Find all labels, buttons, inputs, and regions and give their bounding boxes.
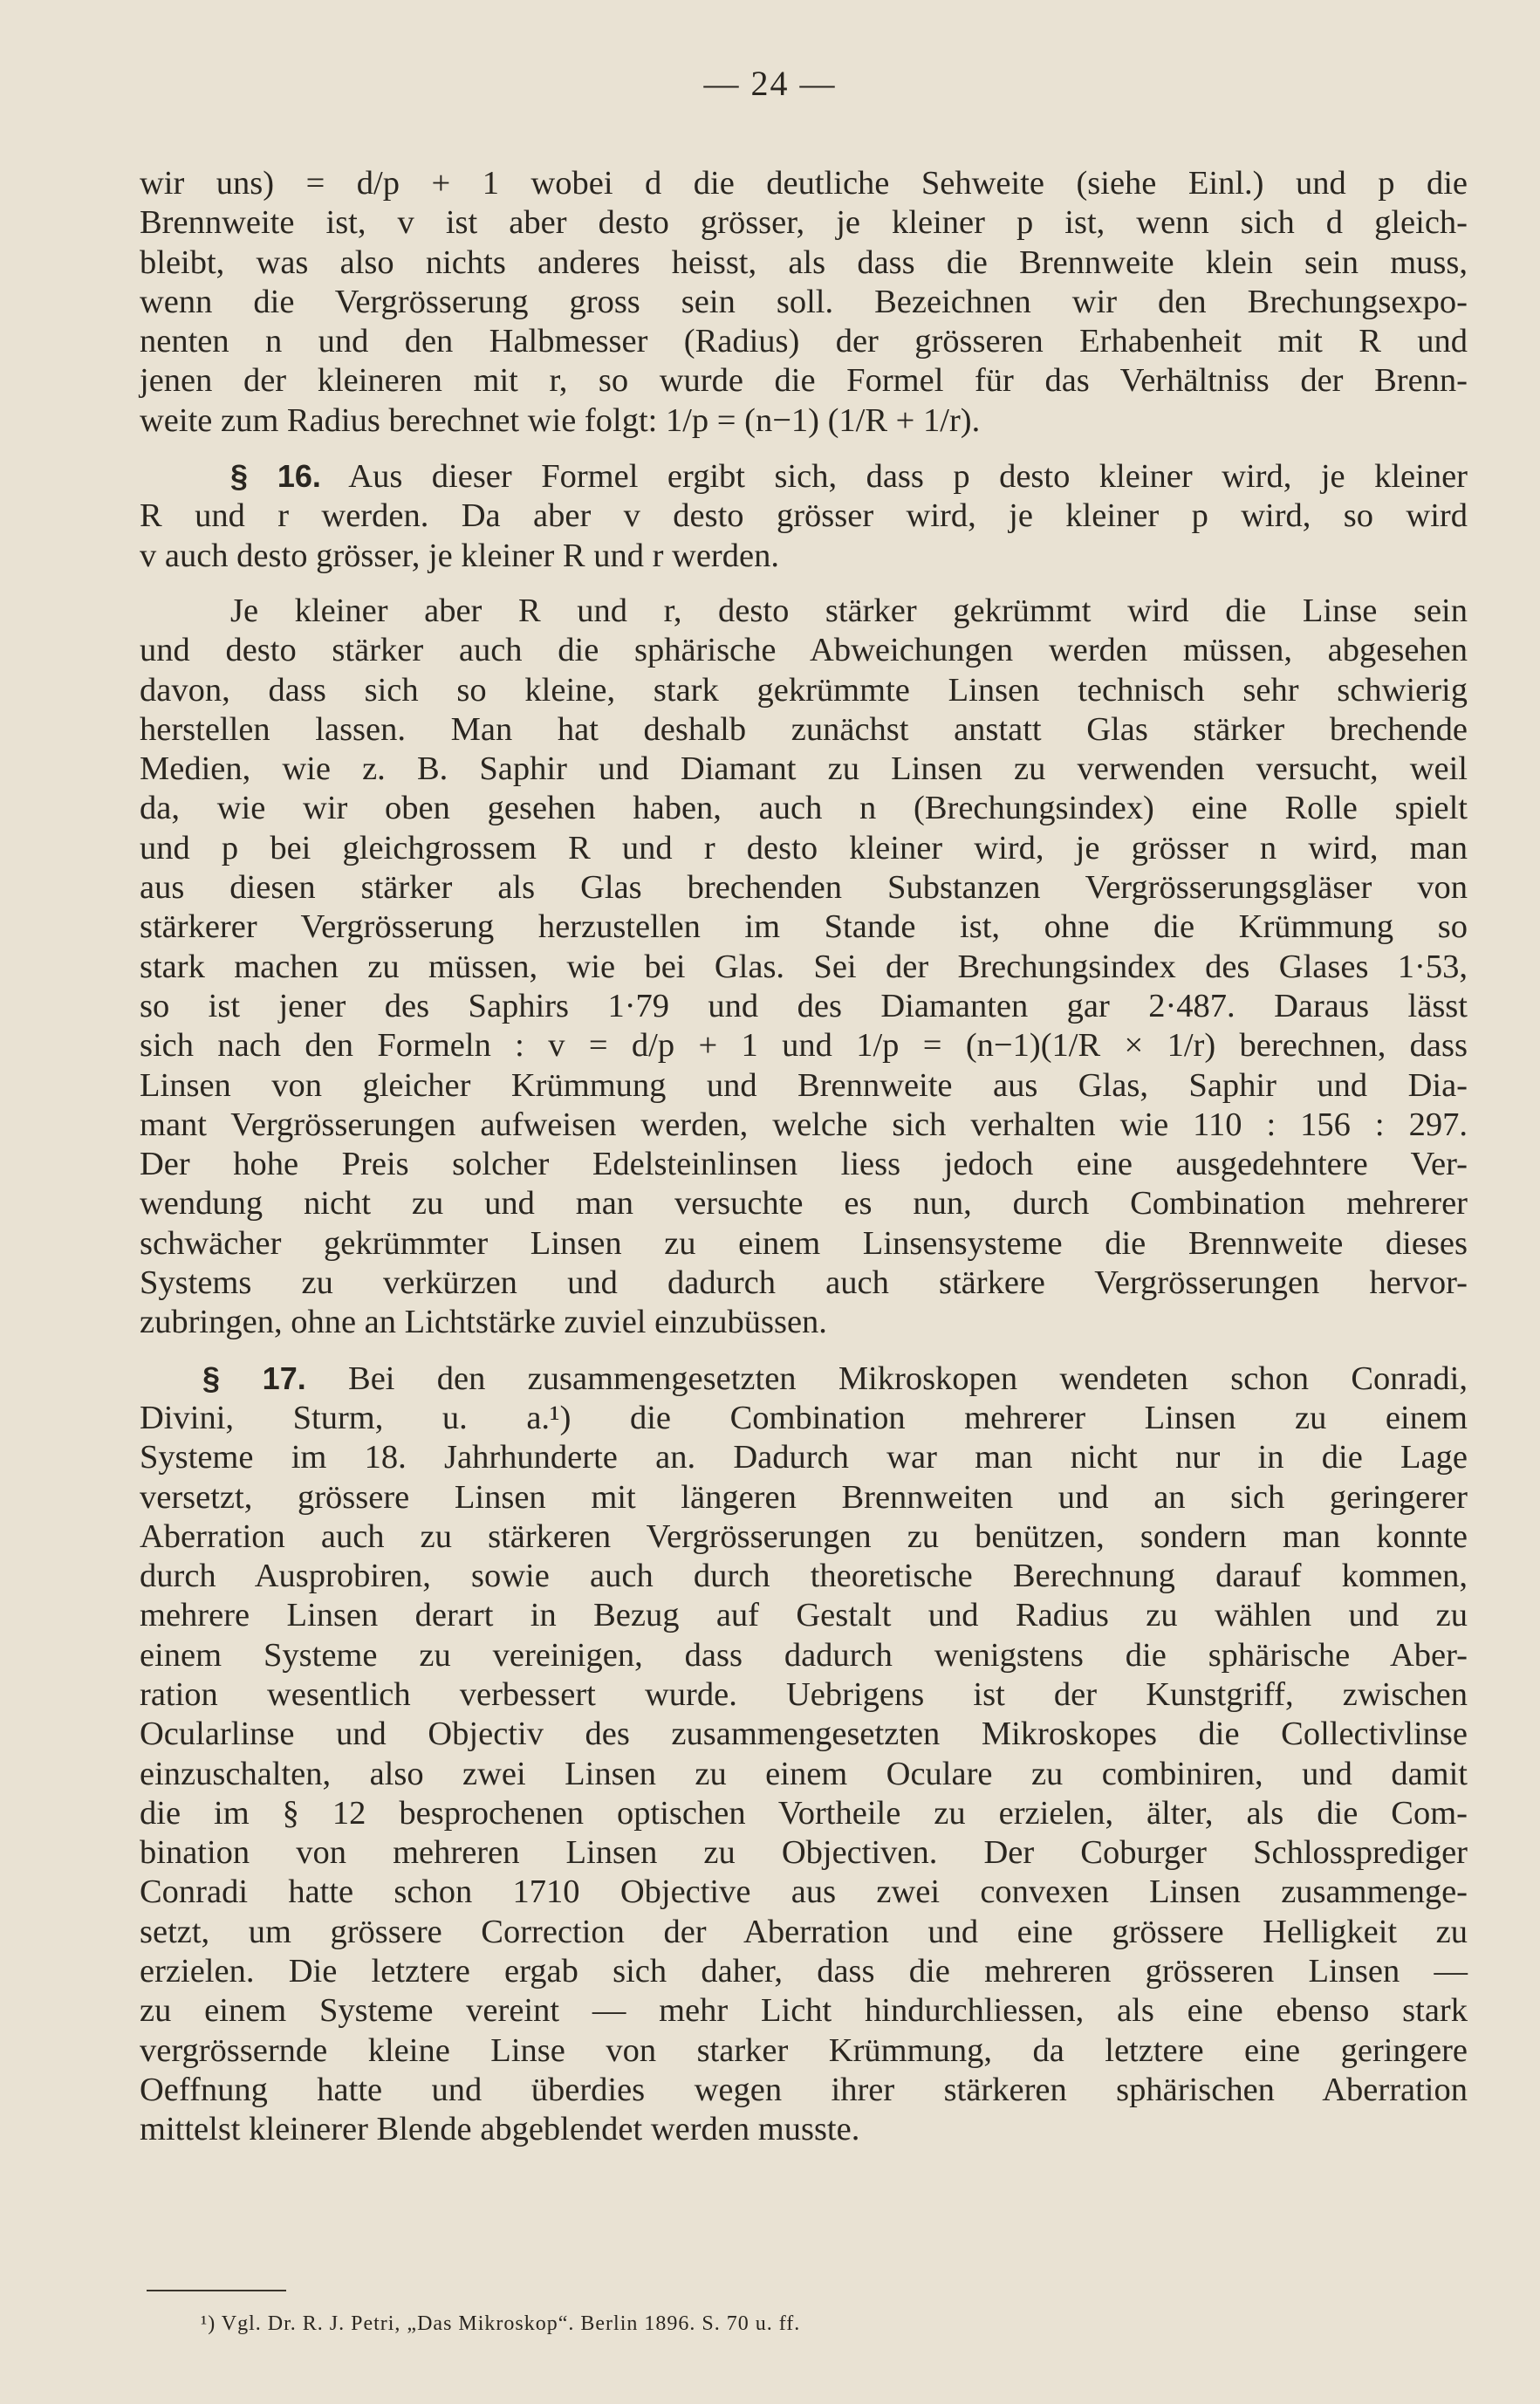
intro-paragraph bbox=[140, 164, 1468, 441]
text-line: und p bei gleichgrossem R und r desto kleiner wird, je grösser n wird, man bbox=[140, 829, 1468, 866]
text-line: schwächer gekrümmter Linsen zu einem Linsensysteme die Brennweite dieses bbox=[140, 1224, 1468, 1262]
text-line: Aus dieser Formel ergibt sich, dass p desto kleiner wird, je kleiner bbox=[348, 458, 1468, 496]
text-line: bination von mehreren Linsen zu Objectiven. Der Coburger Schlossprediger bbox=[140, 1834, 1468, 1872]
footnote: ¹) Vgl. Dr. R. J. Petri, „Das Mikroskop“. Berlin 1896. S. 70 u. ff. bbox=[201, 2312, 801, 2335]
text-line: vergrössernde kleine Linse von starker Krümmung, da letztere eine geringere bbox=[140, 2031, 1468, 2069]
text-line: v auch desto grösser, je kleiner R und r werden. bbox=[140, 537, 779, 574]
text-line: stärkerer Vergrösserung herzustellen im Stande ist, ohne die Krümmung so bbox=[140, 908, 1468, 946]
text-line: Bei den zusammengesetzten Mikroskopen wendeten schon Conradi, bbox=[348, 1360, 1468, 1397]
text-line: Der hohe Preis solcher Edelsteinlinsen liess jedoch eine ausgedehntere Ver- bbox=[140, 1146, 1468, 1183]
text-line: wendung nicht zu und man versuchte es nun, durch Combination mehrerer bbox=[140, 1185, 1468, 1223]
text-line: versetzt, grössere Linsen mit längeren Brennweiten und an sich geringerer bbox=[140, 1478, 1468, 1516]
text-line: wir uns) = d/p + 1 wobei d die deutliche Sehweite (siehe Einl.) und p die bbox=[140, 165, 1468, 202]
text-line: Systems zu verkürzen und dadurch auch stärkere Vergrösserungen hervor- bbox=[140, 1264, 1468, 1302]
text-line: sich nach den Formeln : v = d/p + 1 und 1/p = (n−1)(1/R × 1/r) berechnen, dass bbox=[140, 1027, 1468, 1065]
text-line: die im § 12 besprochenen optischen Vortheile zu erzielen, älter, als die Com- bbox=[140, 1794, 1468, 1832]
section-label: § 17. bbox=[202, 1360, 306, 1396]
text-line: mant Vergrösserungen aufweisen werden, welche sich verhalten wie 110 : 156 : 297. bbox=[140, 1106, 1468, 1143]
text-line: einzuschalten, also zwei Linsen zu einem Oculare zu combiniren, und damit bbox=[140, 1755, 1468, 1792]
text-line: so ist jener des Saphirs 1·79 und des Diamanten gar 2·487. Daraus lässt bbox=[140, 987, 1468, 1024]
text-line: einem Systeme zu vereinigen, dass dadurch wenigstens die sphärische Aber- bbox=[140, 1636, 1468, 1674]
text-line: R und r werden. Da aber v desto grösser wird, je kleiner p wird, so wird bbox=[140, 497, 1468, 535]
footnote-divider bbox=[147, 2290, 286, 2291]
section-label: § 16. bbox=[230, 458, 321, 495]
text-line: Linsen von gleicher Krümmung und Brennweite aus Glas, Saphir und Dia- bbox=[140, 1066, 1468, 1104]
text-line: setzt, um grössere Correction der Aberration und eine grössere Helligkeit zu bbox=[140, 1913, 1468, 1950]
text-line: Divini, Sturm, u. a.¹) die Combination mehrerer Linsen zu einem bbox=[140, 1399, 1468, 1436]
text-line: Conradi hatte schon 1710 Objective aus zwei convexen Linsen zusammenge- bbox=[140, 1873, 1468, 1911]
text-line: ration wesentlich verbessert wurde. Uebrigens ist der Kunstgriff, zwischen bbox=[140, 1675, 1468, 1713]
text-line: bleibt, was also nichts anderes heisst, als dass die Brennweite klein sein muss, bbox=[140, 243, 1468, 281]
text-line: mehrere Linsen derart in Bezug auf Gestalt und Radius zu wählen und zu bbox=[140, 1597, 1468, 1634]
text-line: durch Ausprobiren, sowie auch durch theoretische Berechnung darauf kommen, bbox=[140, 1558, 1468, 1595]
text-line: jenen der kleineren mit r, so wurde die Formel für das Verhältniss der Brenn- bbox=[140, 362, 1468, 400]
section-16 bbox=[140, 456, 1468, 576]
text-line: wenn die Vergrösserung gross sein soll. Bezeichnen wir den Brechungsexpo- bbox=[140, 283, 1468, 320]
text-line: herstellen lassen. Man hat deshalb zunächst anstatt Glas stärker brechende bbox=[140, 710, 1468, 748]
text-line: Systeme im 18. Jahrhunderte an. Dadurch war man nicht nur in die Lage bbox=[140, 1439, 1468, 1476]
page-number: — 24 — bbox=[703, 64, 837, 103]
paragraph-lenses bbox=[140, 592, 1468, 1343]
text-line: Medien, wie z. B. Saphir und Diamant zu Linsen zu verwenden versucht, weil bbox=[140, 750, 1468, 788]
text-line: stark machen zu müssen, wie bei Glas. Sei der Brechungsindex des Glases 1·53, bbox=[140, 948, 1468, 985]
text-line: und desto stärker auch die sphärische Abweichungen werden müssen, abgesehen bbox=[140, 632, 1468, 669]
text-line: davon, dass sich so kleine, stark gekrümmte Linsen technisch sehr schwierig bbox=[140, 671, 1468, 709]
text-line: zu einem Systeme vereint — mehr Licht hindurchliessen, als eine ebenso stark bbox=[140, 1992, 1468, 2030]
text-line: mittelst kleinerer Blende abgeblendet werden musste. bbox=[140, 2111, 860, 2148]
text-line: erzielen. Die letztere ergab sich daher, dass die mehreren grösseren Linsen — bbox=[140, 1953, 1468, 1990]
text-line: zubringen, ohne an Lichtstärke zuviel einzubüssen. bbox=[140, 1304, 827, 1341]
text-line: Ocularlinse und Objectiv des zusammengesetzten Mikroskopes die Collectivlinse bbox=[140, 1716, 1468, 1753]
text-line: Oeffnung hatte und überdies wegen ihrer stärkeren sphärischen Aberration bbox=[140, 2071, 1468, 2108]
text-line: Je kleiner aber R und r, desto stärker gekrümmt wird die Linse sein bbox=[230, 592, 1468, 629]
text-line: da, wie wir oben gesehen haben, auch n (Brechungsindex) eine Rolle spielt bbox=[140, 790, 1468, 827]
text-line: Brennweite ist, v ist aber desto grösser, je kleiner p ist, wenn sich d gleich- bbox=[140, 204, 1468, 242]
text-line: weite zum Radius berechnet wie folgt: 1/p = (n−1) (1/R + 1/r). bbox=[140, 401, 981, 439]
text-line: nenten n und den Halbmesser (Radius) der grösseren Erhabenheit mit R und bbox=[140, 323, 1468, 360]
text-line: aus diesen stärker als Glas brechenden Substanzen Vergrösserungsgläser von bbox=[140, 869, 1468, 907]
text-line: Aberration auch zu stärkeren Vergrösserungen zu benützen, sondern man konnte bbox=[140, 1517, 1468, 1555]
section-17 bbox=[140, 1359, 1468, 2150]
body-text bbox=[140, 164, 1468, 2150]
